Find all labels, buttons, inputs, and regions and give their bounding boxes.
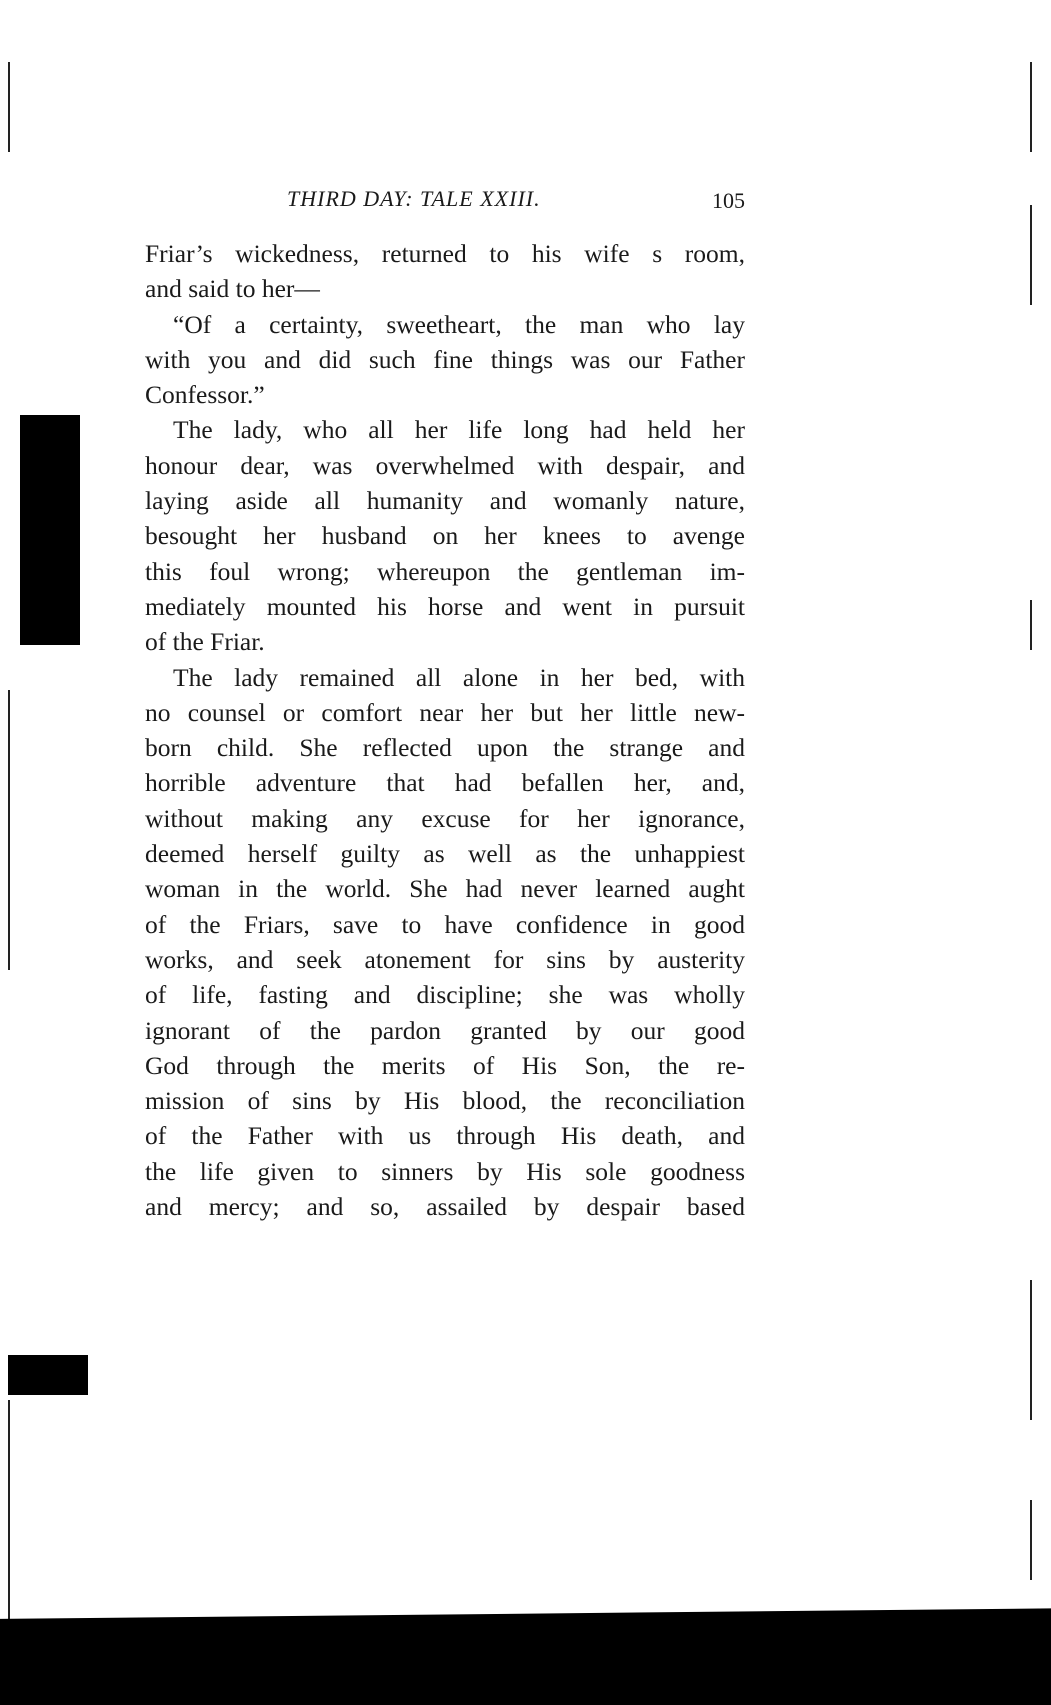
scan-bottom-shadow <box>0 1600 1051 1705</box>
text-line: mission of sins by His blood, the reconciliation <box>145 1086 745 1116</box>
text-line: woman in the world. She had never learned aught <box>145 874 745 904</box>
text-line: The lady, who all her life long had held her <box>173 415 745 445</box>
text-line: and said to her— <box>145 274 320 304</box>
paragraph <box>145 660 745 1225</box>
scan-edge-line-right-top <box>1030 62 1032 152</box>
text-line: “Of a certainty, sweetheart, the man who lay <box>173 309 745 339</box>
text-line: of the Friars, save to have confidence in good <box>145 909 745 939</box>
scan-edge-line-right-upper <box>1030 205 1032 305</box>
text-line: Friar’s wickedness, returned to his wife s room, <box>145 239 745 268</box>
text-line: the life given to sinners by His sole goodness <box>145 1156 745 1186</box>
text-line: of the Friar. <box>145 627 265 657</box>
text-line: of the Father with us through His death, and <box>145 1121 745 1151</box>
running-head <box>145 182 745 218</box>
text-line: mediately mounted his horse and went in pursuit <box>145 591 745 621</box>
scan-edge-line-left-mid <box>8 690 10 970</box>
scan-edge-line-left <box>8 62 10 152</box>
text-line: deemed herself guilty as well as the unhappiest <box>145 839 745 869</box>
text-line: ignorant of the pardon granted by our good <box>145 1015 745 1045</box>
scan-edge-line-right-low <box>1030 1280 1032 1420</box>
paragraph <box>145 412 745 659</box>
text-line: Confessor.” <box>145 380 265 410</box>
text-line: horrible adventure that had befallen her, and, <box>145 768 745 798</box>
paragraph <box>145 236 745 307</box>
scan-edge-line-right-mid <box>1030 600 1032 650</box>
running-title: THIRD DAY: TALE XXIII. <box>287 186 541 211</box>
paragraph <box>145 307 745 413</box>
text-line: this foul wrong; whereupon the gentleman im- <box>145 556 745 586</box>
text-line: of life, fasting and discipline; she was wholly <box>145 980 745 1010</box>
text-line: God through the merits of His Son, the re- <box>145 1050 745 1080</box>
text-line: honour dear, was overwhelmed with despair, and <box>145 450 745 480</box>
text-line: no counsel or comfort near her but her little new- <box>145 697 745 727</box>
scan-edge-line-right-bottom <box>1030 1500 1032 1580</box>
text-line: besought her husband on her knees to avenge <box>145 521 745 551</box>
text-line: works, and seek atonement for sins by austerity <box>145 944 745 974</box>
page-number: 105 <box>712 188 745 213</box>
scan-binding-shadow-lower <box>8 1355 88 1395</box>
text-line: born child. She reflected upon the strange and <box>145 733 745 763</box>
scan-edge-line-left-low <box>8 1400 10 1650</box>
scan-binding-shadow <box>20 415 80 645</box>
text-line: without making any excuse for her ignorance, <box>145 803 745 833</box>
text-line: with you and did such fine things was our Father <box>145 344 745 374</box>
text-line: The lady remained all alone in her bed, with <box>173 662 745 692</box>
text-line: and mercy; and so, assailed by despair based <box>145 1192 745 1222</box>
body-text <box>145 236 745 1224</box>
text-line: laying aside all humanity and womanly nature, <box>145 486 745 516</box>
